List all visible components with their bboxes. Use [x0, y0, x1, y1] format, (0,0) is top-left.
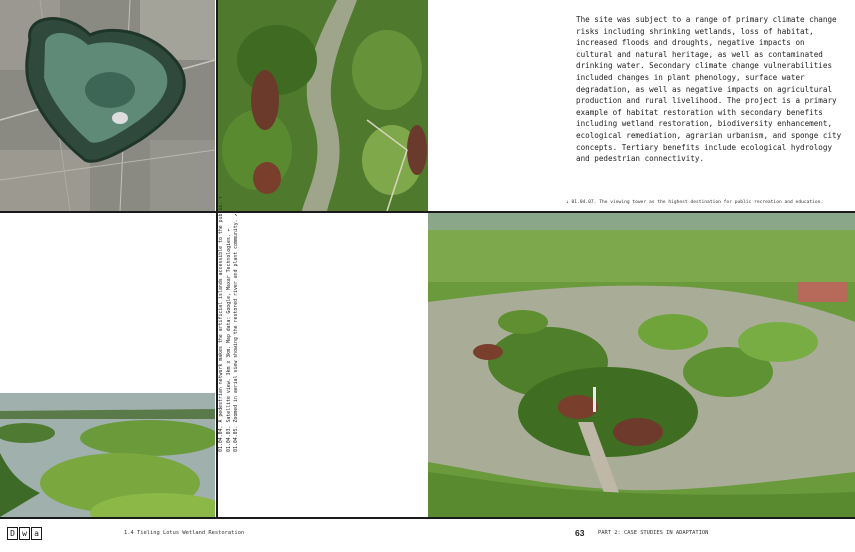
aerial-river-photo: [217, 0, 428, 211]
satellite-photo: [0, 0, 215, 211]
logo-letter-d: D: [7, 527, 18, 540]
vertical-caption: [218, 152, 248, 452]
caption-viewing-tower: ↓ 01.04.07. The viewing tower as the highest destination for public recreation and education.: [566, 200, 824, 205]
logo-letter-a: a: [31, 527, 42, 540]
caption-aerial-view: 01.04.05. Zoomed in aerial view showing the restored river and plant community. ↗: [233, 213, 240, 452]
footer-rule: [0, 517, 855, 519]
caption-pedestrian-network: 01.04.04. A pedestrian network makes the artificial islands accessible to the public. ↑: [218, 195, 224, 452]
horizontal-divider: [0, 211, 855, 213]
chapter-title: 1.4 Tieling Lotus Wetland Restoration: [124, 530, 245, 536]
wetland-aerial-photo: [428, 212, 855, 517]
caption-satellite-view: 01.04.03. Satellite view. 3km x 3km. Map data: Google, Maxar Technologies. ←: [225, 228, 232, 452]
lake-islands-photo: [0, 213, 215, 517]
page-number: 63: [575, 528, 585, 538]
logo-letter-w: w: [19, 527, 30, 540]
body-paragraph: The site was subject to a range of primary climate change risks including shrinking wetlands, loss of habitat, increased floods and droughts, negative impacts on cultural and natural heritage, as well as contaminated drinking water. Secondary climate change vulnerabilities included changes in plant phenology, surface water degradation, as well as negative impacts on agricultural production and rural livelihood. The project is a primary example of habitat restoration with secondary benefits including wetland restoration, biodiversity enhancement, ecological remediation, agrarian urbanism, and sponge city concepts. Tertiary benefits include ecological hydrology and pedestrian connectivity.: [576, 15, 842, 164]
publisher-logo: [7, 527, 43, 540]
section-title: PART 2: CASE STUDIES IN ADAPTATION: [598, 530, 709, 536]
